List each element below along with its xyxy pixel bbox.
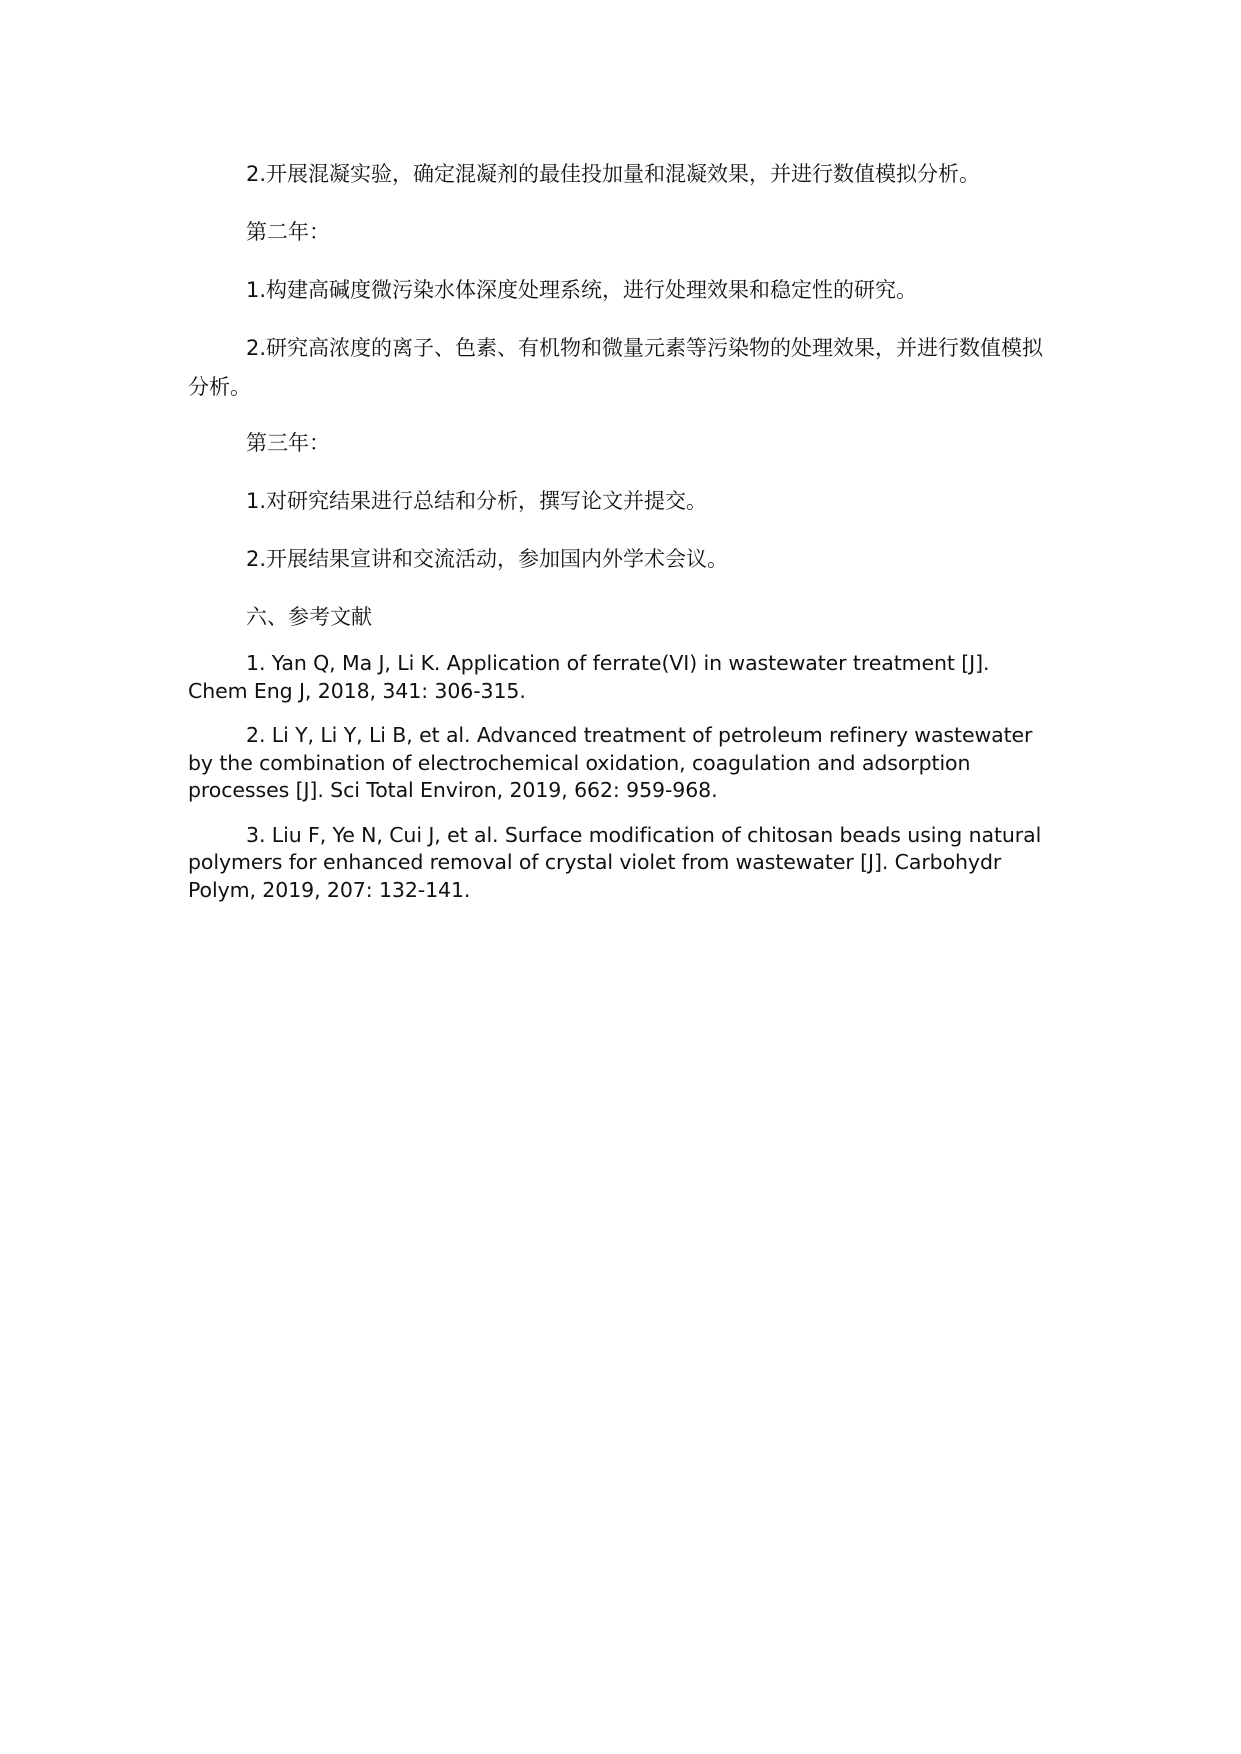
document-body xyxy=(188,155,1053,921)
reference-item: 1. Yan Q, Ma J, Li K. Application of ferrate(VI) in wastewater treatment [J]. Chem Eng J, 2018, 341: 306-315. xyxy=(188,651,990,703)
reference-item: 3. Liu F, Ye N, Cui J, et al. Surface modification of chitosan beads using natural polymers for enhanced removal of crystal violet from wastewater [J]. Carbohydr Polym, 2019, 207: 132-141. xyxy=(188,822,1042,902)
paragraph-year-two-heading: 第二年： xyxy=(246,220,330,244)
paragraph-pollutant-treatment: 2.研究高浓度的离子、色素、有机物和微量元素等污染物的处理效果，并进行数值模拟分析。 xyxy=(188,336,1044,399)
reference-item: 2. Li Y, Li Y, Li B, et al. Advanced treatment of petroleum refinery wastewater by the combination of electrochemical oxidation, coagulation and adsorption processes [J]. Sci Total Environ, 2019, 662: 959-968. xyxy=(188,723,1033,802)
paragraph-treatment-system: 1.构建高碱度微污染水体深度处理系统，进行处理效果和稳定性的研究。 xyxy=(246,278,918,302)
references-heading: 六、参考文献 xyxy=(246,605,372,629)
paragraph-academic-exchange: 2.开展结果宣讲和交流活动，参加国内外学术会议。 xyxy=(246,547,729,571)
paragraph-coagulation-experiment: 2.开展混凝实验，确定混凝剂的最佳投加量和混凝效果，并进行数值模拟分析。 xyxy=(246,162,981,186)
paragraph-summary-paper: 1.对研究结果进行总结和分析，撰写论文并提交。 xyxy=(246,489,708,513)
paragraph-year-three-heading: 第三年： xyxy=(246,431,330,455)
